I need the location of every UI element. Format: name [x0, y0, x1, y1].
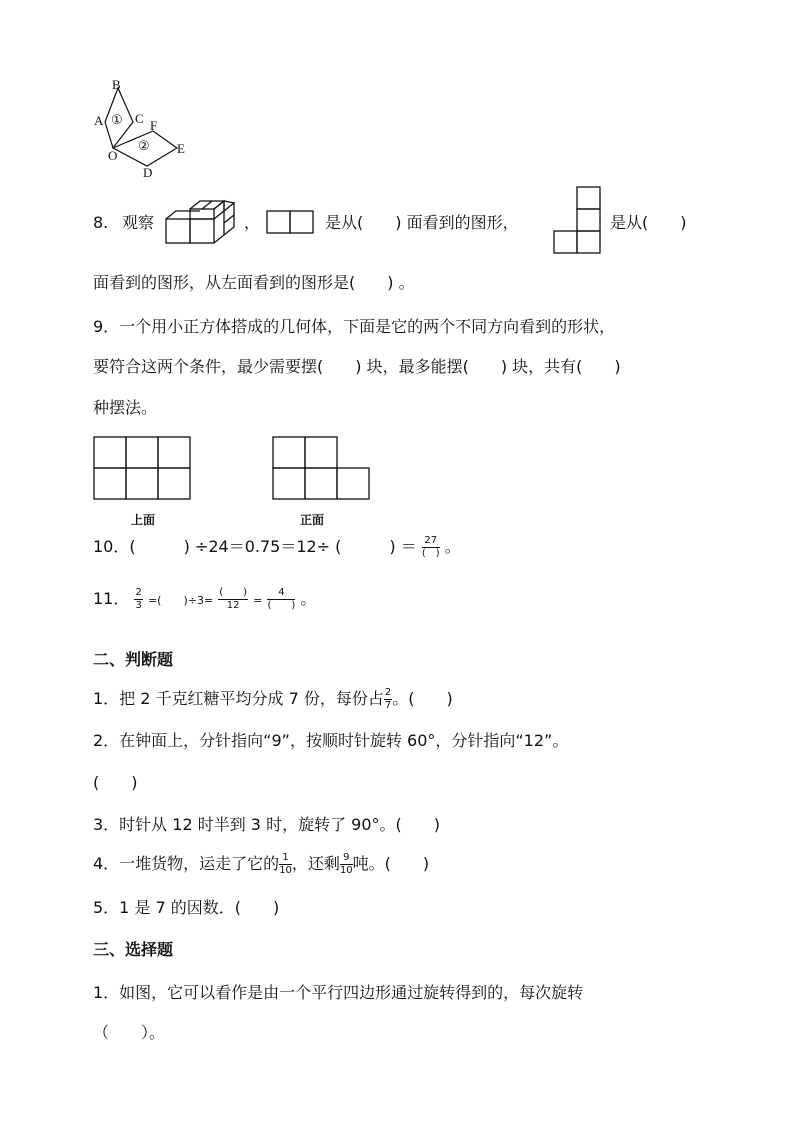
q11-frac2-den: 12: [226, 600, 240, 611]
section2-heading: 二、判断题: [93, 650, 174, 669]
s3-q1-line2: （ ）。: [93, 1023, 166, 1042]
q9-line3: 种摆法。: [93, 398, 158, 417]
label-e: E: [177, 141, 185, 156]
q8-number: 8.: [93, 213, 109, 232]
q11-mid: =( )÷3=: [147, 594, 214, 607]
q10-end: 。: [444, 537, 461, 556]
q11-frac1-num: 2: [135, 587, 142, 598]
q11-frac1-den: 3: [135, 600, 142, 611]
q10-frac-den: ( ): [421, 548, 440, 559]
q11-end: 。: [300, 589, 317, 608]
q8-observe: 观察: [122, 213, 155, 232]
s2-q4-num1: 1: [279, 853, 292, 865]
q11-eq: =: [253, 594, 263, 607]
q8-part1: 是从( ) 面看到的图形，: [325, 213, 519, 232]
q10-fraction: [422, 536, 440, 559]
q11-frac3: [267, 588, 295, 611]
q11-number: 11．: [93, 589, 130, 608]
label-b: B: [112, 77, 121, 92]
s2-question-4: [93, 853, 429, 876]
q11-frac1: [134, 588, 142, 611]
q9-label-front: 正面: [300, 513, 325, 527]
s2-q1-fraction: [384, 688, 392, 711]
q11-frac2-num: ( ): [219, 587, 248, 598]
q10-text: 10．( ) ÷24＝0.75＝12÷ ( ) ＝: [93, 537, 417, 556]
label-c: C: [135, 111, 144, 126]
s2-q4-post: 吨。( ): [352, 854, 430, 873]
s2-q4-mid: ，还剩: [291, 854, 340, 873]
label-f: F: [150, 118, 158, 133]
s2-q1-num: 2: [384, 687, 392, 698]
label-a: A: [94, 113, 104, 128]
s2-question-3: 3．时针从 12 时半到 3 时，旋转了 90°。( ): [93, 815, 440, 834]
q11-frac3-num: 4: [267, 588, 295, 600]
label-circled-two: ②: [138, 138, 150, 153]
q11-frac3-den: ( ): [267, 600, 296, 611]
q8-part2: 是从( ): [610, 213, 687, 232]
rotation-figure-lines: [95, 78, 195, 178]
q8-line2: 面看到的图形，从左面看到的图形是( ) 。: [93, 273, 415, 292]
s2-q1-pre: 1．把 2 千克红糖平均分成 7 份，每份占: [93, 689, 384, 708]
q9-line2: 要符合这两个条件，最少需要摆( ) 块，最多能摆( ) 块，共有( ): [93, 357, 621, 376]
label-circled-one: ①: [111, 112, 123, 127]
label-d: D: [143, 165, 153, 180]
s3-q1-line1: 1．如图，它可以看作是由一个平行四边形通过旋转得到的，每次旋转: [93, 983, 584, 1002]
q11-frac2: [218, 588, 248, 611]
s2-question-2-paren: ( ): [93, 773, 138, 792]
s2-question-1: [93, 688, 453, 711]
cube-stack-3d-icon: [164, 199, 236, 245]
label-o: O: [108, 148, 118, 163]
q10-frac-num: 27: [422, 536, 440, 548]
s2-question-5: 5．1 是 7 的因数．( ): [93, 898, 280, 917]
top-view-grid: [93, 436, 193, 502]
s2-q1-post: 。( ): [392, 689, 453, 708]
section3-heading: 三、选择题: [93, 940, 174, 959]
q9-label-top: 上面: [131, 513, 156, 527]
s2-q4-num2: 9: [340, 853, 353, 865]
question-10: [93, 536, 461, 559]
l-shape-view-icon: [553, 186, 603, 256]
q9-line1: 9．一个用小正方体搭成的几何体，下面是它的两个不同方向看到的形状，: [93, 317, 616, 336]
question-11: [93, 588, 316, 612]
s2-q4-fraction-2: [340, 853, 353, 876]
two-squares-view-icon: [266, 210, 316, 234]
q8-comma: ，: [244, 213, 261, 232]
s2-q4-den1: 10: [279, 865, 292, 876]
s2-q1-den: 7: [384, 700, 392, 711]
s2-q4-den2: 10: [339, 865, 353, 876]
s2-q4-pre: 4．一堆货物，运走了它的: [93, 854, 280, 873]
s2-question-2: 2．在钟面上，分针指向“9”，按顺时针旋转 60°，分针指向“12”。: [93, 731, 569, 750]
s2-q4-fraction-1: [279, 853, 292, 876]
front-view-grid: [272, 436, 372, 502]
